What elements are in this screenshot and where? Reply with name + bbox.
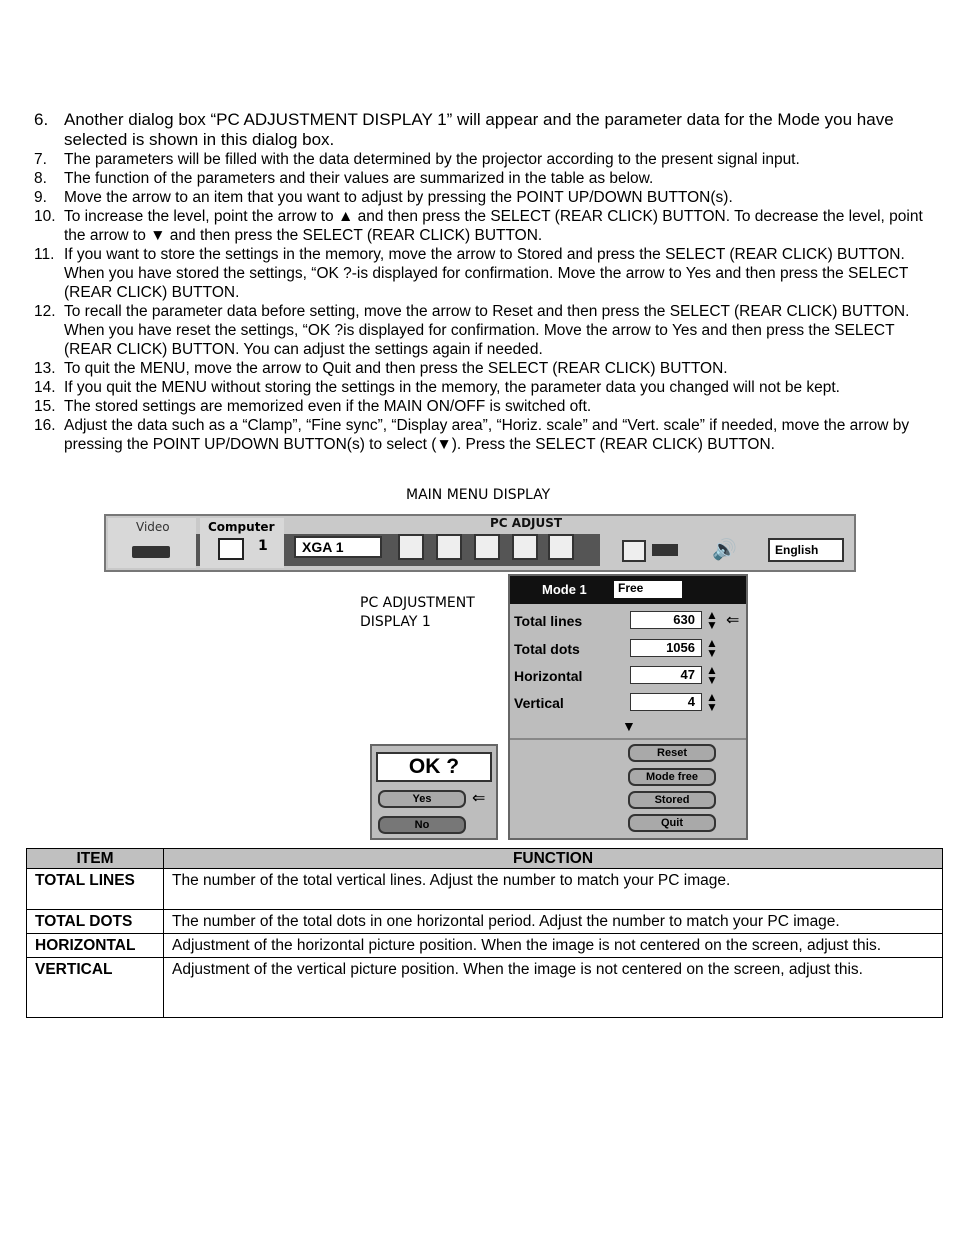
equalizer-icon[interactable] <box>436 534 462 560</box>
item-number: 15. <box>34 398 56 415</box>
main-menu-bar <box>104 514 856 572</box>
item-text: Another dialog box “PC ADJUSTMENT DISPLAY 1” will appear and the parameter data for the Mode you have selected is shown in this dialog box. <box>64 110 894 149</box>
item-text: If you quit the MENU without storing the settings in the memory, the parameter data you changed will not be kept. <box>64 379 840 396</box>
item-cell: VERTICAL <box>27 958 164 1018</box>
position-arrows-icon[interactable] <box>474 534 500 560</box>
instruction-item <box>34 245 924 302</box>
mode-header <box>510 576 746 604</box>
video-label: Video <box>136 520 170 534</box>
function-cell: Adjustment of the horizontal picture position. When the image is not centered on the screen, adjust this. <box>164 934 943 958</box>
item-cell: TOTAL DOTS <box>27 910 164 934</box>
up-down-arrows-icon[interactable]: ▲ ▼ <box>706 663 718 687</box>
table-row <box>27 910 943 934</box>
item-number: 11. <box>34 246 55 263</box>
up-down-arrows-icon[interactable]: ▲ ▼ <box>706 608 718 632</box>
param-value: 630 <box>630 611 702 629</box>
yes-button[interactable]: Yes <box>378 790 466 808</box>
header-function: FUNCTION <box>164 849 943 869</box>
instruction-item <box>34 378 924 397</box>
item-text: Adjust the data such as a “Clamp”, “Fine sync”, “Display area”, “Horiz. scale” and “Vert. scale” if needed, move the arrow by pressing the POINT UP/DOWN BUTTON(s) to select (▼). Press the SELECT (REAR CLICK) BUTTON. <box>64 417 910 453</box>
item-number: 9. <box>34 189 47 206</box>
param-row-total-lines[interactable] <box>510 608 746 634</box>
video-deck-icon <box>132 546 170 558</box>
fine-sync-icon[interactable] <box>398 534 424 560</box>
item-cell: HORIZONTAL <box>27 934 164 958</box>
param-value: 47 <box>630 666 702 684</box>
param-label: Total dots <box>514 641 580 657</box>
blank-screen-icon[interactable] <box>622 540 646 562</box>
computer-tab[interactable] <box>200 518 284 568</box>
table-row <box>27 869 943 910</box>
function-cell: The number of the total dots in one horizontal period. Adjust the number to match your PC image. <box>164 910 943 934</box>
item-number: 10. <box>34 208 56 225</box>
computer-label: Computer <box>208 520 275 534</box>
pc-adjustment-caption-line2: DISPLAY 1 <box>360 614 431 630</box>
pc-adjustment-caption-line1: PC ADJUSTMENT <box>360 595 475 611</box>
table-row <box>27 958 943 1018</box>
no-button[interactable]: No <box>378 816 466 834</box>
speaker-icon[interactable]: 🔊 <box>712 539 737 561</box>
pc-adjust-title: PC ADJUST <box>490 516 563 530</box>
computer-input-number: 1 <box>258 538 268 554</box>
confirm-dialog <box>370 744 498 840</box>
mode-free-button[interactable]: Mode free <box>628 768 716 786</box>
item-text: To recall the parameter data before setting, move the arrow to Reset and then press the SELECT (REAR CLICK) BUTTON. When you have reset the settings, “OK ?is displayed for confirmation. Move the arrow to Yes and then press the SELECT (REAR CLICK) BUTTON. You can adjust the settings again if needed. <box>64 303 910 358</box>
item-number: 8. <box>34 170 47 187</box>
instruction-item <box>34 169 924 188</box>
language-select[interactable]: English <box>768 538 844 562</box>
function-cell: Adjustment of the vertical picture position. When the image is not centered on the screen, adjust this. <box>164 958 943 1018</box>
item-text: The stored settings are memorized even if the MAIN ON/OFF is switched oft. <box>64 398 592 415</box>
instruction-item <box>34 359 924 378</box>
up-down-arrows-icon[interactable]: ▲ ▼ <box>706 690 718 714</box>
param-label: Vertical <box>514 695 564 711</box>
header-item: ITEM <box>27 849 164 869</box>
item-number: 16. <box>34 417 56 434</box>
param-label: Total lines <box>514 613 583 629</box>
instruction-item <box>34 150 924 169</box>
function-cell: The number of the total vertical lines. Adjust the number to match your PC image. <box>164 869 943 910</box>
param-row-vertical[interactable] <box>510 690 746 716</box>
param-value: 1056 <box>630 639 702 657</box>
instruction-list <box>34 110 924 454</box>
item-number: 12. <box>34 303 56 320</box>
screen-icon[interactable] <box>548 534 574 560</box>
pointer-arrow-icon: ⇐ <box>472 790 486 807</box>
monitor-icon <box>218 538 244 560</box>
pc-adjustment-panel <box>508 574 748 840</box>
item-cell: TOTAL LINES <box>27 869 164 910</box>
item-text: The parameters will be filled with the data determined by the projector according to the present signal input. <box>64 151 800 168</box>
item-text: To quit the MENU, move the arrow to Quit and then press the SELECT (REAR CLICK) BUTTON. <box>64 360 728 377</box>
param-row-total-dots[interactable] <box>510 636 746 662</box>
projector-icon[interactable] <box>652 544 678 556</box>
instruction-item <box>34 416 924 454</box>
table-row <box>27 934 943 958</box>
instruction-item <box>34 207 924 245</box>
param-value: 4 <box>630 693 702 711</box>
video-tab[interactable] <box>108 518 196 568</box>
display-area-icon[interactable] <box>512 534 538 560</box>
param-label: Horizontal <box>514 668 583 684</box>
instruction-item <box>34 188 924 207</box>
instruction-item <box>34 110 924 150</box>
stored-button[interactable]: Stored <box>628 791 716 809</box>
item-number: 7. <box>34 151 47 168</box>
table-header-row <box>27 849 943 869</box>
function-table <box>26 848 943 1018</box>
main-menu-caption: MAIN MENU DISPLAY <box>406 487 551 503</box>
up-down-arrows-icon[interactable]: ▲ ▼ <box>706 636 718 660</box>
pointer-arrow-icon: ⇐ <box>726 612 740 629</box>
param-row-horizontal[interactable] <box>510 663 746 689</box>
item-text: The function of the parameters and their values are summarized in the table as below. <box>64 170 654 187</box>
scroll-down-icon[interactable]: ▼ <box>622 718 636 734</box>
item-text: If you want to store the settings in the memory, move the arrow to Stored and press the SELECT (REAR CLICK) BUTTON. When you have stored the settings, “OK ?-is displayed for confirmation. Move the arrow to Yes and then press the SELECT (REAR CLICK) BUTTON. <box>64 246 909 301</box>
instruction-item <box>34 397 924 416</box>
mode-select[interactable]: XGA 1 <box>294 536 382 558</box>
mode-label: Mode 1 <box>542 582 587 597</box>
reset-button[interactable]: Reset <box>628 744 716 762</box>
ok-prompt: OK ? <box>376 752 492 782</box>
item-number: 14. <box>34 379 56 396</box>
mode-value: Free <box>614 581 682 598</box>
item-number: 6. <box>34 110 49 129</box>
item-number: 13. <box>34 360 56 377</box>
divider <box>510 738 746 740</box>
item-text: Move the arrow to an item that you want to adjust by pressing the POINT UP/DOWN BUTTON(s). <box>64 189 733 206</box>
item-text: To increase the level, point the arrow to ▲ and then press the SELECT (REAR CLICK) BUTTON. To decrease the level, point the arrow to ▼ and then press the SELECT (REAR CLICK) BUTTON. <box>64 208 923 244</box>
quit-button[interactable]: Quit <box>628 814 716 832</box>
instruction-item <box>34 302 924 359</box>
